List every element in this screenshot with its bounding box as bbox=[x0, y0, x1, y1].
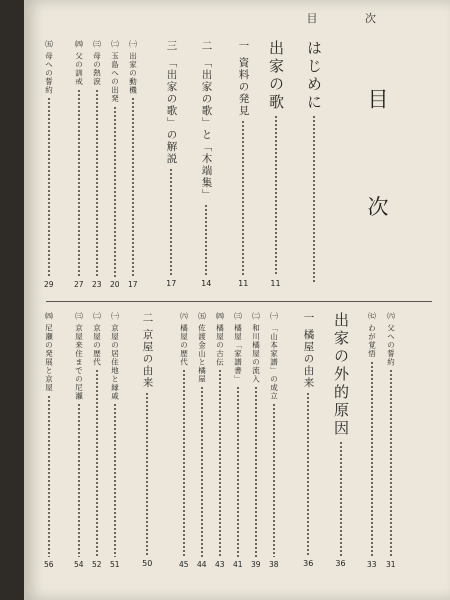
toc-entry-kafusho[interactable] bbox=[233, 312, 243, 568]
toc-entry-tachibanaya-no-yurai[interactable] bbox=[303, 312, 314, 568]
leader-dots bbox=[242, 120, 244, 276]
toc-entry-wakawa-tachibanaya[interactable] bbox=[251, 312, 261, 568]
leader-dots bbox=[307, 392, 309, 556]
toc-page-number: 27 bbox=[74, 279, 84, 289]
toc-entry-shukke-no-uta[interactable] bbox=[268, 40, 283, 288]
toc-entry-label: ㈣ 橘屋の古伝 bbox=[215, 312, 225, 367]
toc-entry-label: ㈣ 尼瀬の発展と京屋 bbox=[44, 312, 54, 392]
toc-entry-label: 出家の歌 bbox=[267, 40, 285, 112]
toc-entry-label: 一 橘屋の由来 bbox=[302, 312, 315, 389]
toc-entry-label: ㈤ 母への誓約 bbox=[44, 40, 54, 95]
toc-entry-label: ㈠ 「山本家譜」の成立 bbox=[269, 312, 279, 401]
toc-page-number: 41 bbox=[233, 559, 243, 569]
section-divider bbox=[46, 301, 432, 302]
toc-entry-label: ㈡ 玉島への出発 bbox=[110, 40, 120, 103]
book-page bbox=[24, 0, 450, 600]
toc-page-number: 44 bbox=[197, 559, 207, 569]
toc-entry-label: 二 「出家の歌」と「木端集」 bbox=[200, 40, 213, 201]
running-head: 目 次 bbox=[306, 12, 398, 25]
leader-dots bbox=[96, 89, 98, 277]
toc-entry-label: ㈥ 橘屋の歴代 bbox=[179, 312, 189, 367]
leader-dots bbox=[96, 369, 98, 556]
leader-dots bbox=[132, 97, 134, 276]
toc-entry-haha-no-netsurui[interactable] bbox=[92, 40, 102, 288]
leader-dots bbox=[78, 89, 80, 277]
toc-entry-koden[interactable] bbox=[215, 312, 225, 568]
toc-entry-kaisetsu[interactable] bbox=[166, 40, 177, 288]
leader-dots bbox=[146, 392, 148, 556]
leader-dots bbox=[390, 369, 392, 556]
leader-dots bbox=[255, 386, 257, 556]
toc-page-number: 11 bbox=[270, 279, 281, 288]
toc-entry-label: ㈢ 橘屋「家譜書」 bbox=[233, 312, 243, 384]
toc-entry-label: ㈦ わが覚悟 bbox=[367, 312, 377, 358]
toc-entry-label: ㈥ 父への誓約 bbox=[386, 312, 396, 367]
toc-entry-doki[interactable] bbox=[128, 40, 138, 288]
toc-entry-amaze[interactable] bbox=[74, 312, 84, 568]
leader-dots bbox=[48, 97, 50, 276]
toc-entry-label: ㈢ 京屋来住までの尼瀬 bbox=[74, 312, 84, 401]
toc-entry-haha-heno-seiyaku[interactable] bbox=[44, 40, 54, 288]
toc-entry-amaze-hatten[interactable] bbox=[44, 312, 54, 568]
toc-entry-label: ㈣ 父の訓戒 bbox=[74, 40, 84, 86]
toc-page-number: 20 bbox=[110, 279, 120, 289]
leader-dots bbox=[183, 369, 185, 556]
leader-dots bbox=[114, 106, 116, 277]
leader-dots bbox=[201, 386, 203, 556]
toc-page-number: 56 bbox=[44, 559, 54, 569]
leader-dots bbox=[275, 115, 277, 276]
toc-entry-gaiteki-genin[interactable] bbox=[333, 312, 348, 568]
leader-dots bbox=[273, 403, 275, 556]
toc-page-number: 54 bbox=[74, 559, 84, 569]
leader-dots bbox=[237, 386, 239, 556]
toc-entry-label: 一 資料の発見 bbox=[237, 40, 250, 117]
toc-entry-label: ㈤ 佐渡金山と橘屋 bbox=[197, 312, 207, 384]
toc-entry-label: ㈠ 京屋の居住地と縁戚 bbox=[110, 312, 120, 401]
toc-entry-label: ㈡ 京屋の歴代 bbox=[92, 312, 102, 367]
toc-page-number: 17 bbox=[128, 279, 138, 289]
toc-entry-kyoya-no-yurai[interactable] bbox=[142, 312, 153, 568]
toc-entry-kyoya-kyojuchi[interactable] bbox=[110, 312, 120, 568]
toc-page-number: 17 bbox=[166, 279, 177, 288]
toc-page-number: 43 bbox=[215, 559, 225, 569]
toc-entry-tachibanaya-rekidai[interactable] bbox=[179, 312, 189, 568]
leader-dots bbox=[219, 369, 221, 556]
toc-title: 目 次 bbox=[365, 88, 389, 257]
leader-dots bbox=[205, 204, 207, 276]
toc-entry-label: ㈡ 和川橘屋の流入 bbox=[251, 312, 261, 384]
toc-page-number: 39 bbox=[251, 559, 261, 569]
toc-entry-yamamoto-kafu[interactable] bbox=[269, 312, 279, 568]
toc-entry-chichi-no-kunkai[interactable] bbox=[74, 40, 84, 288]
toc-page-number: 31 bbox=[386, 559, 396, 569]
toc-page-number: 36 bbox=[335, 559, 346, 568]
leader-dots bbox=[78, 403, 80, 556]
toc-entry-label: 二 京屋の由来 bbox=[141, 312, 154, 389]
leader-dots bbox=[371, 361, 373, 557]
toc-entry-sado-kinzan[interactable] bbox=[197, 312, 207, 568]
leader-dots bbox=[114, 403, 116, 556]
toc-page-number: 29 bbox=[44, 279, 54, 289]
toc-entry-label: ㈠ 出家の動機 bbox=[128, 40, 138, 95]
toc-entry-kobashu[interactable] bbox=[201, 40, 212, 288]
leader-dots bbox=[48, 395, 50, 557]
toc-entry-label: 三 「出家の歌」の解説 bbox=[165, 40, 178, 165]
toc-entry-tamashima[interactable] bbox=[110, 40, 120, 288]
toc-entry-label: はじめに bbox=[305, 40, 323, 112]
toc-entry-kyoya-rekidai[interactable] bbox=[92, 312, 102, 568]
toc-entry-chichi-heno-seiyaku[interactable] bbox=[386, 312, 396, 568]
leader-dots bbox=[340, 441, 342, 556]
toc-page-number: 50 bbox=[142, 559, 153, 568]
toc-page-number: 36 bbox=[303, 559, 314, 568]
toc-entry-waga-kakugo[interactable] bbox=[367, 312, 377, 568]
toc-page-number: 51 bbox=[110, 559, 120, 569]
leader-dots bbox=[313, 115, 315, 284]
toc-entry-shiryo[interactable] bbox=[238, 40, 249, 288]
leader-dots bbox=[170, 168, 172, 276]
toc-page-number: 52 bbox=[92, 559, 102, 569]
toc-entry-label: ㈢ 母の熱涙 bbox=[92, 40, 102, 86]
toc-entry-hajimeni[interactable] bbox=[306, 40, 321, 288]
toc-page-number: 14 bbox=[201, 279, 212, 288]
toc-page-number: 33 bbox=[367, 559, 377, 569]
toc-entry-label: 出家の外的原因 bbox=[332, 312, 350, 438]
toc-page-number: 11 bbox=[238, 279, 249, 288]
toc-page-number: 45 bbox=[179, 559, 189, 569]
toc-page-number: 38 bbox=[269, 559, 279, 569]
toc-page-number: 23 bbox=[92, 279, 102, 289]
